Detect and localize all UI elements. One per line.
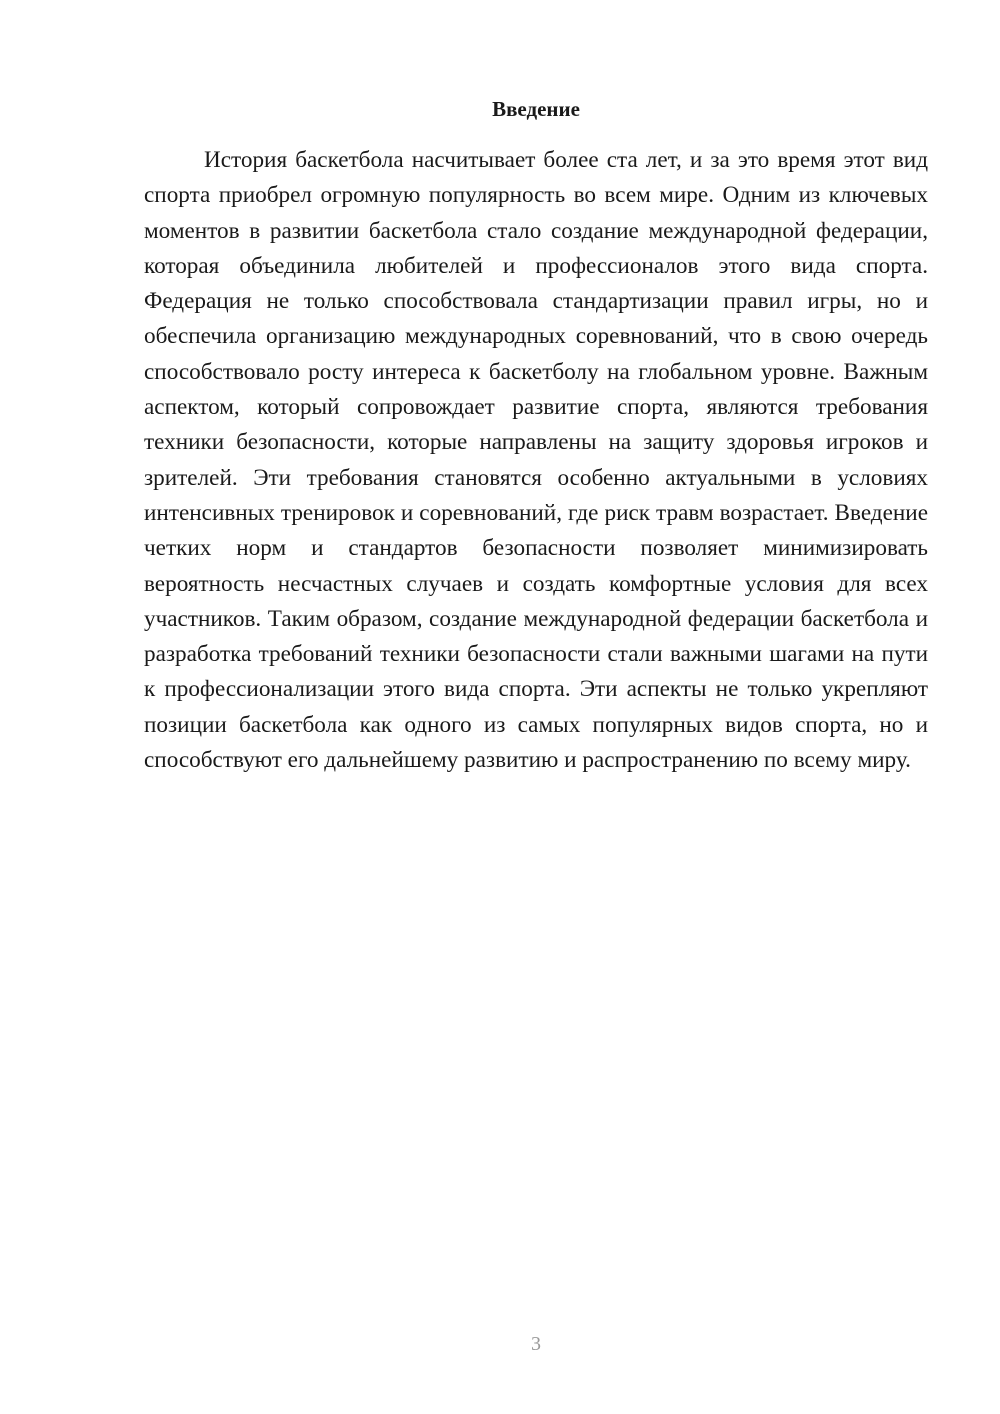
body-paragraph: История баскетбола насчитывает более ста лет, и за это время этот вид спорта приобрел огромную популярность во всем мире. Одним из ключевых моментов в развитии баскетбола стало создание международной федерации, которая объединила любителей и профессионалов этого вида спорта. Федерация не только способствовала стандартизации правил игры, но и обеспечила организацию международных соревнований, что в свою очередь способствовало росту интереса к баскетболу на глобальном уровне. Важным аспектом, который сопровождает развитие спорта, являются требования техники безопасности, которые направлены на защиту здоровья игроков и зрителей. Эти требования становятся особенно актуальными в условиях интенсивных тренировок и соревнований, где риск травм возрастает. Введение четких норм и стандартов безопасности позволяет минимизировать вероятность несчастных случаев и создать комфортные условия для всех участников. Таким образом, создание международной федерации баскетбола и разработка требований техники безопасности стали важными шагами на пути к профессионализации этого вида спорта. Эти аспекты не только укрепляют позиции баскетбола как одного из самых популярных видов спорта, но и способствуют его дальнейшему развитию и распространению по всему миру. <box>144 147 928 774</box>
section-heading: Введение <box>492 97 580 121</box>
page-number: 3 <box>531 1333 541 1355</box>
